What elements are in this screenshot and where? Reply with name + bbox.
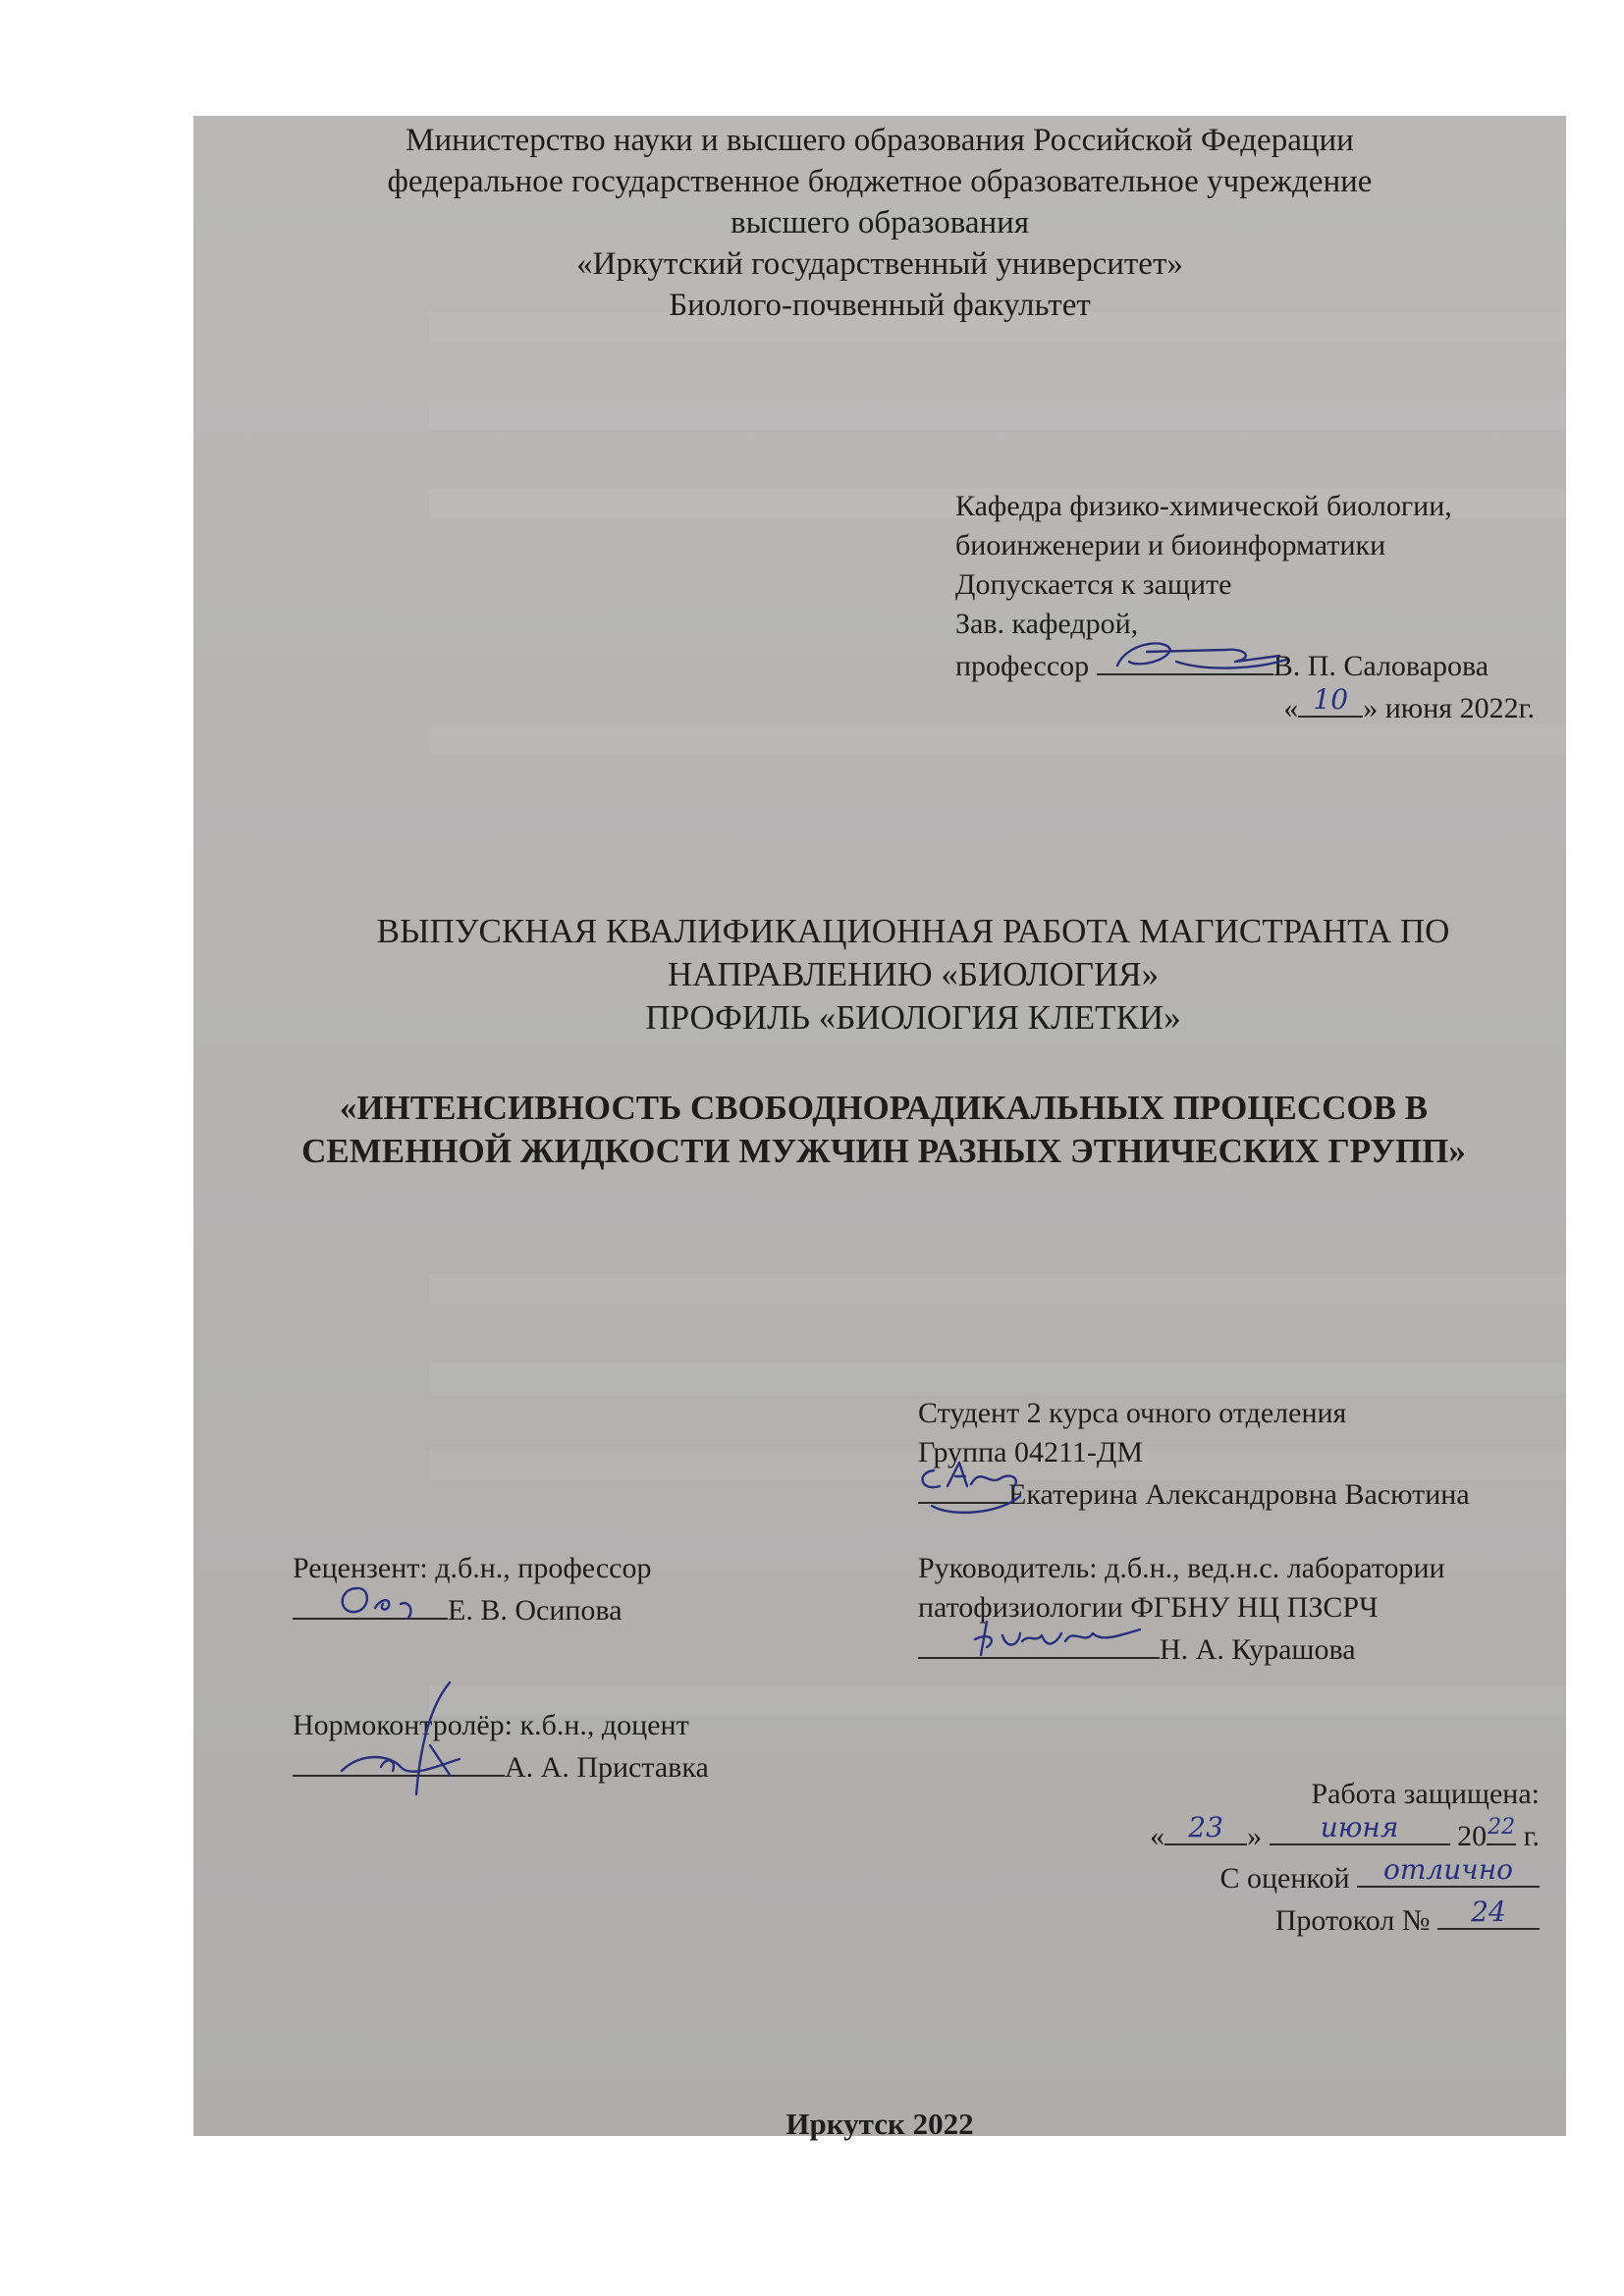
defense-year-suffix: 22 (1488, 1815, 1516, 1840)
supervisor-block (918, 1549, 1537, 1670)
normcontrol-label: Нормоконтролёр: к.б.н., доцент (293, 1709, 689, 1741)
normcontrol-signature-line (293, 1745, 709, 1788)
topic-line2: СЕМЕННОЙ ЖИДКОСТИ МУЖЧИН РАЗНЫХ ЭТНИЧЕСКИХ ГРУПП» (301, 1132, 1466, 1170)
head-name: В. П. Саловарова (1272, 650, 1489, 682)
defense-year-field (1487, 1814, 1516, 1845)
supervisor-signature-line (918, 1628, 1537, 1670)
supervisor-lab: патофизиологии ФГБНУ НЦ ПЗСРЧ (918, 1591, 1379, 1624)
grade-field (1357, 1853, 1540, 1888)
department-line2: биоинженерии и биоинформатики (955, 529, 1386, 561)
institution-header (193, 120, 1566, 326)
topic-line1: «ИНТЕНСИВНОСТЬ СВОБОДНОРАДИКАЛЬНЫХ ПРОЦЕССОВ В (339, 1089, 1429, 1127)
supervisor-signature (967, 1612, 1154, 1667)
work-type (226, 910, 1600, 1040)
student-block (918, 1394, 1470, 1515)
student-course: Студент 2 курса очного отделения (918, 1397, 1347, 1429)
normcontrol-name: А. А. Приставка (505, 1751, 709, 1784)
city-year: Иркутск 2022 (785, 2107, 974, 2141)
head-label: Зав. кафедрой, (955, 608, 1139, 640)
university-line: «Иркутский государственный университет» (576, 246, 1183, 282)
approval-day: 10 (1313, 683, 1349, 716)
grade-value: отлично (1383, 1853, 1513, 1886)
admitted-label: Допускается к защите (955, 568, 1232, 601)
reviewer-name: Е. В. Осипова (448, 1594, 623, 1627)
normcontrol-signature (322, 1677, 499, 1804)
faculty-line: Биолого-почвенный факультет (669, 288, 1091, 323)
defense-month-field (1270, 1811, 1450, 1845)
work-topic (196, 1087, 1571, 1173)
normcontrol-block (293, 1706, 709, 1788)
student-signature (912, 1457, 1030, 1525)
reviewer-signature-line (293, 1588, 651, 1630)
head-signature-line (955, 644, 1535, 686)
work-type-line1: ВЫПУСКНАЯ КВАЛИФИКАЦИОННАЯ РАБОТА МАГИСТРАНТА ПО (376, 912, 1450, 950)
reviewer-block (293, 1549, 651, 1630)
student-group: Группа 04211-ДМ (918, 1436, 1143, 1468)
approval-block (955, 487, 1535, 728)
approval-date: « 10 » июня 2022г. (955, 686, 1535, 728)
defense-month: июня (1320, 1811, 1399, 1843)
defense-day-field (1164, 1811, 1247, 1845)
defense-block (1090, 1775, 1540, 1941)
approval-day-field (1298, 683, 1363, 718)
department-line1: Кафедра физико-химической биологии, (955, 490, 1452, 522)
profile-line: ПРОФИЛЬ «БИОЛОГИЯ КЛЕТКИ» (645, 998, 1181, 1037)
student-name: Екатерина Александровна Васютина (1008, 1478, 1470, 1511)
ministry-line: Министерство науки и высшего образования Российской Федерации (406, 123, 1354, 158)
supervisor-label: Руководитель: д.б.н., вед.н.с. лаборатории (918, 1552, 1445, 1584)
institution-type-line: федеральное государственное бюджетное образовательное учреждение (387, 164, 1373, 199)
work-type-line2: НАПРАВЛЕНИЮ «БИОЛОГИЯ» (667, 955, 1160, 993)
reviewer-signature (332, 1575, 440, 1624)
defense-date: « 23 » июня 20 22 г. (1090, 1814, 1540, 1856)
defense-title: Работа защищена: (1311, 1778, 1540, 1810)
professor-label: профессор (955, 650, 1090, 682)
protocol-line (1090, 1898, 1540, 1941)
supervisor-name: Н. А. Курашова (1160, 1633, 1356, 1666)
defense-day: 23 (1188, 1811, 1223, 1843)
protocol-label: Протокол № (1274, 1904, 1431, 1937)
institution-level-line: высшего образования (731, 205, 1029, 240)
protocol-field (1437, 1898, 1540, 1930)
protocol-number: 24 (1471, 1896, 1506, 1928)
head-signature (1108, 632, 1294, 683)
reviewer-label: Рецензент: д.б.н., профессор (293, 1552, 652, 1584)
student-signature-line (918, 1472, 1470, 1515)
grade-label: С оценкой (1219, 1862, 1350, 1895)
